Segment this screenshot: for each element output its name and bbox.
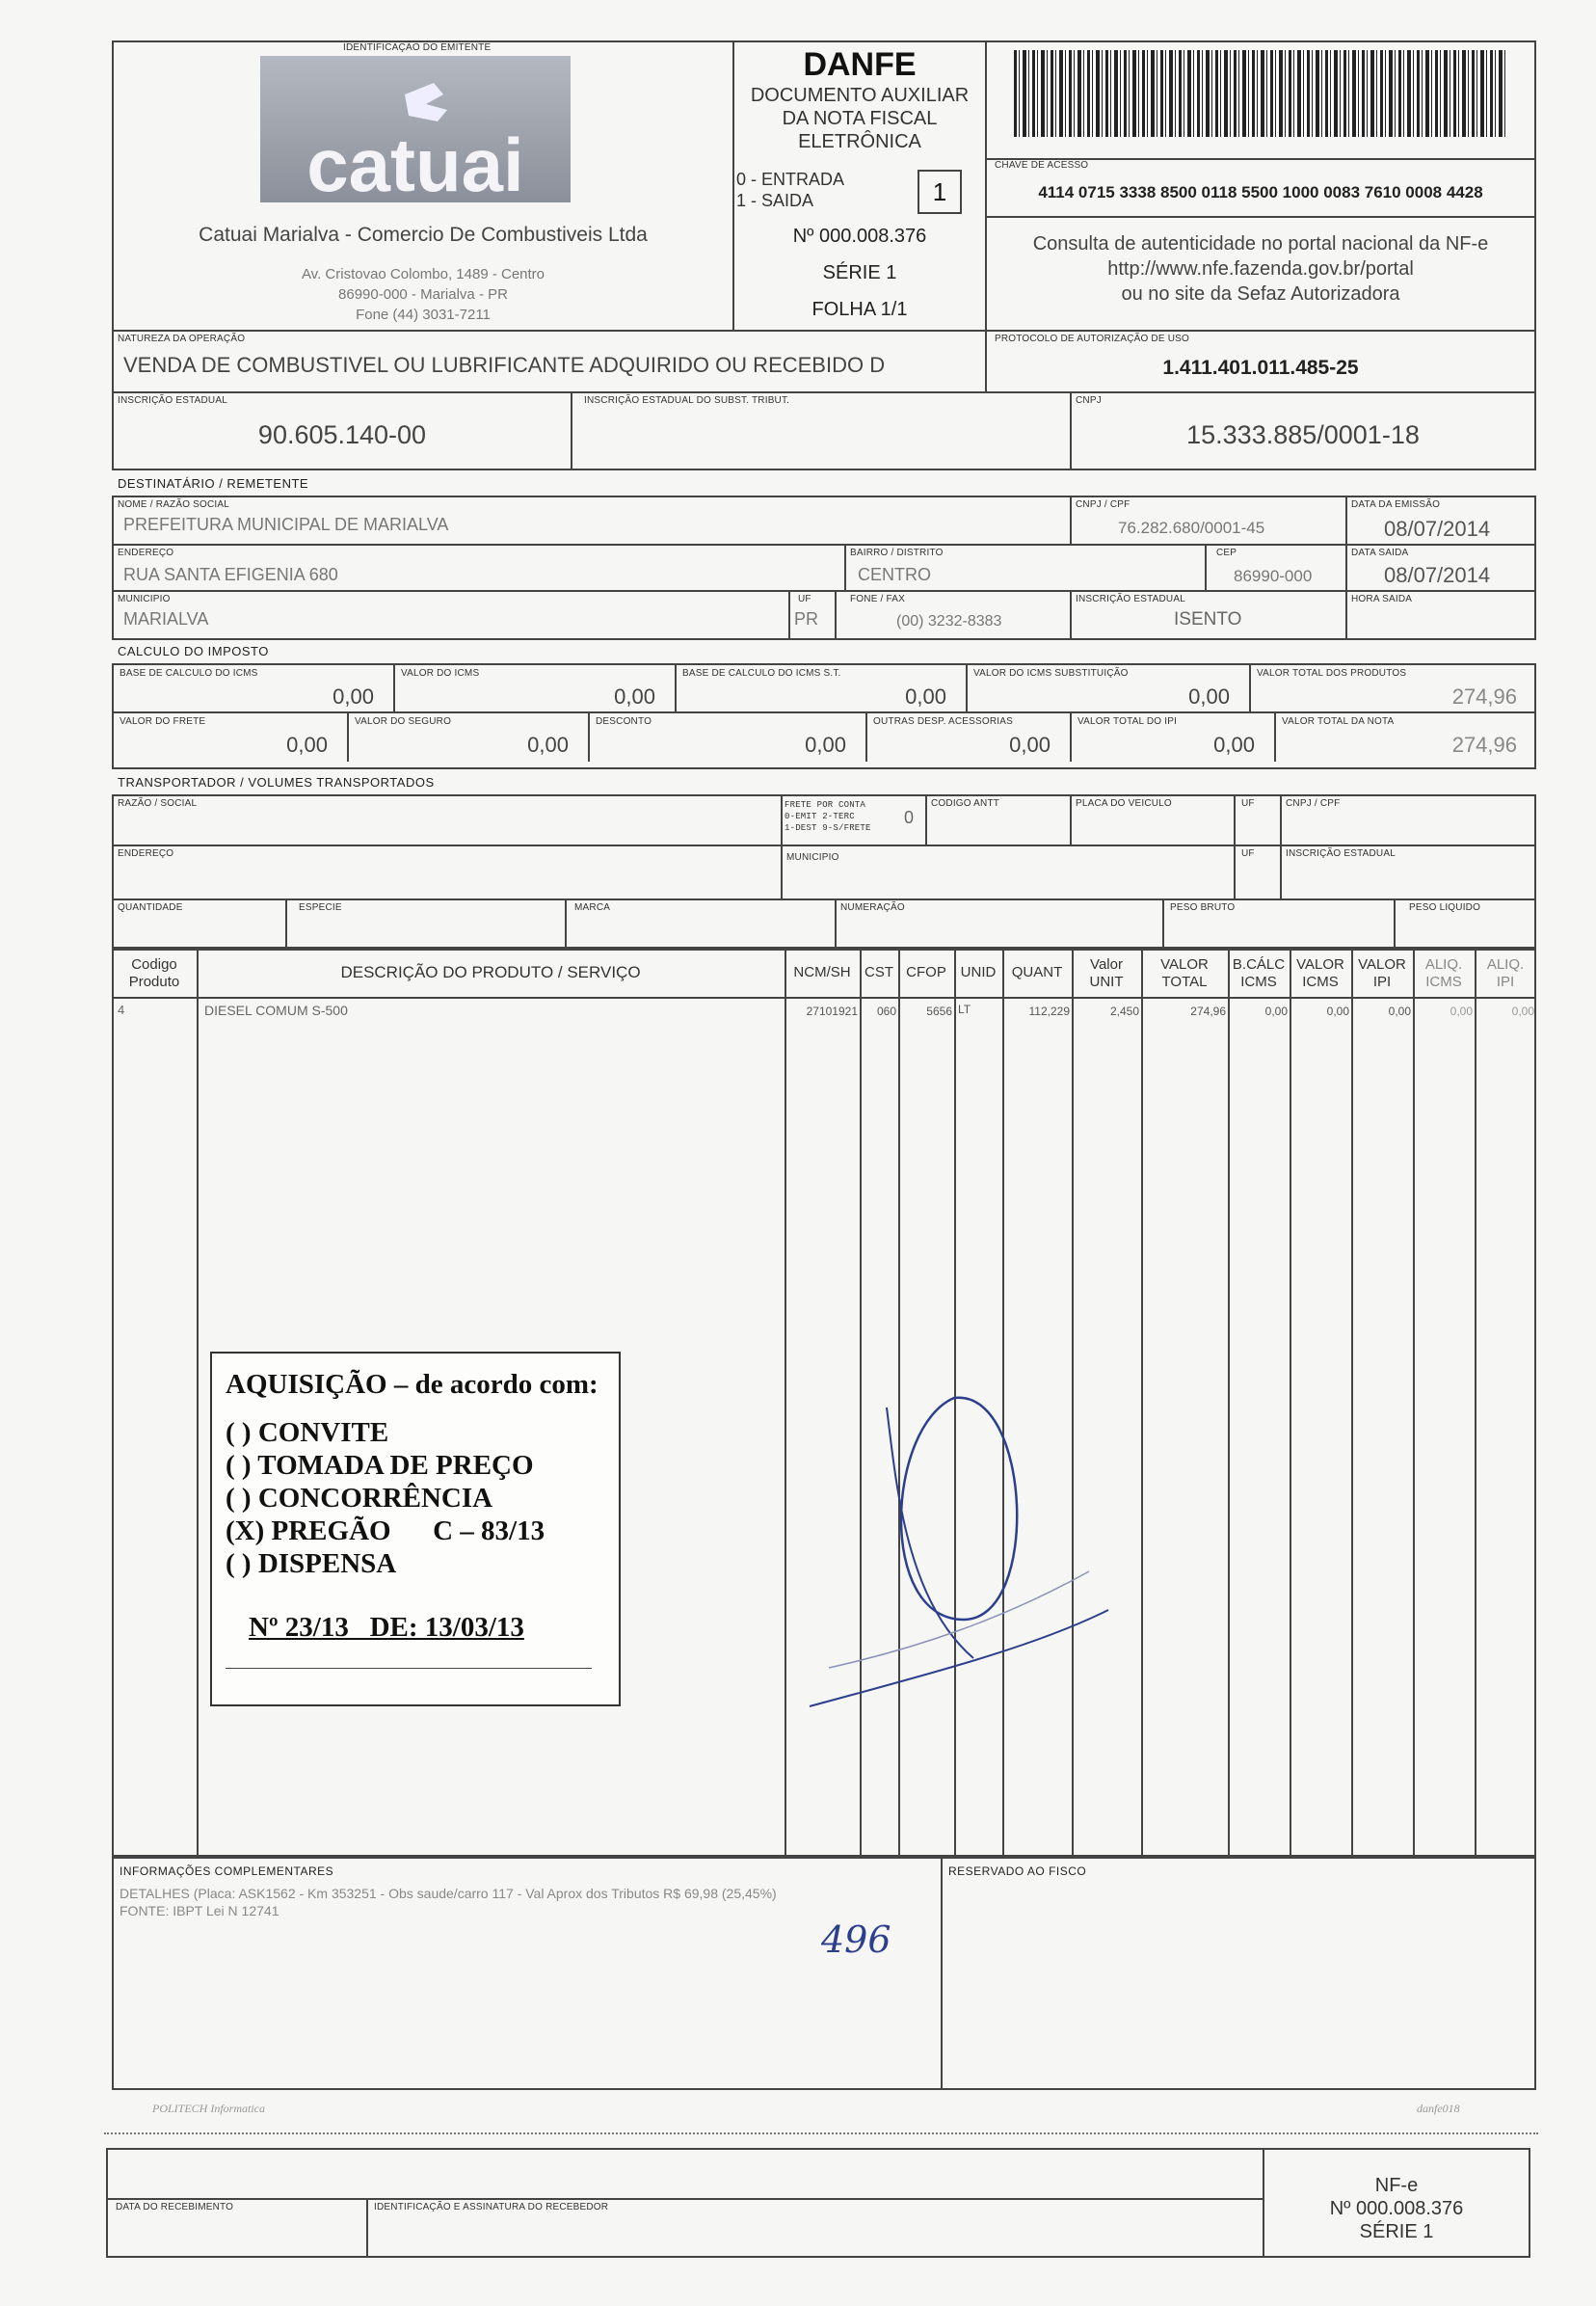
th-aipi-2: IPI: [1496, 974, 1515, 990]
th-aicms-2: ICMS: [1425, 974, 1462, 990]
dest-v4: [1205, 544, 1207, 590]
transp-v2: [925, 794, 927, 845]
danfe-numero: Nº 000.008.376: [792, 226, 927, 247]
th-bc-2: ICMS: [1240, 974, 1277, 990]
transp-marca-label: MARCA: [574, 902, 611, 913]
imposto-row2-cell-value: 0,00: [805, 733, 846, 757]
imposto-row2-cell-label: VALOR DO FRETE: [120, 716, 206, 727]
imposto-row1-cell-label: BASE DE CALCULO DO ICMS: [120, 668, 258, 679]
item-cst: 060: [876, 1005, 896, 1018]
dest-saida: 08/07/2014: [1384, 563, 1491, 587]
stamp-numero: Nº 23/13 DE: 13/03/13: [249, 1612, 524, 1643]
footer-left: POLITECH Informatica: [152, 2102, 265, 2115]
aquisicao-stamp: [210, 1352, 621, 1706]
dest-uf-label: UF: [798, 594, 811, 604]
item-bc: 0,00: [1264, 1005, 1288, 1018]
stamp-title: AQUISIÇÃO – de acordo com:: [226, 1369, 598, 1400]
chave-label: CHAVE DE ACESSO: [995, 160, 1089, 171]
emitente-label: IDENTIFICAÇÃO DO EMITENTE: [343, 42, 492, 53]
dest-fone-label: FONE / FAX: [850, 594, 906, 604]
imposto-row2-cell-value: 0,00: [1213, 733, 1255, 757]
transp-pb-label: PESO BRUTO: [1170, 902, 1236, 913]
imposto-row1-cell-divider: [675, 665, 677, 713]
th-codigo-2: Produto: [128, 974, 180, 990]
imposto-row1-cell-label: BASE DE CALCULO DO ICMS S.T.: [682, 668, 841, 679]
item-vtotal: 274,96: [1190, 1005, 1226, 1018]
transp-placa-label: PLACA DO VEICULO: [1076, 798, 1172, 809]
consulta-line2[interactable]: http://www.nfe.fazenda.gov.br/portal: [1107, 258, 1414, 280]
item-codigo: 4: [118, 1003, 125, 1017]
imposto-row1-cell-divider: [393, 665, 395, 713]
dest-v7: [1070, 590, 1072, 640]
consulta-line3: ou no site da Sefaz Autorizadora: [1121, 283, 1400, 305]
item-aicms: 0,00: [1450, 1005, 1473, 1018]
th-vicms-1: VALOR: [1296, 956, 1344, 973]
dest-mun-label: MUNICIPIO: [118, 594, 171, 604]
transp-frete-label3: 1-DEST 9-S/FRETE: [785, 823, 871, 833]
protocolo-label: PROTOCOLO DE AUTORIZAÇÃO DE USO: [995, 334, 1189, 344]
imposto-row1-cell-divider: [1249, 665, 1251, 713]
imposto-row2-cell-divider: [1274, 713, 1276, 762]
transp-razao-label: RAZÃO / SOCIAL: [118, 798, 198, 809]
imposto-row1-cell-label: VALOR DO ICMS SUBSTITUIÇÃO: [973, 668, 1129, 679]
th-unid: UNID: [960, 964, 997, 980]
canhoto-v1: [366, 2198, 368, 2258]
logo-text: catuai: [306, 122, 524, 202]
signature: [800, 1369, 1166, 1716]
natureza-value: VENDA DE COMBUSTIVEL OU LUBRIFICANTE ADQUIRIDO OU RECEBIDO D: [123, 353, 886, 377]
dest-nome-label: NOME / RAZÃO SOCIAL: [118, 499, 230, 510]
danfe-title: DANFE: [803, 46, 917, 83]
dest-v3: [844, 544, 846, 590]
dest-bairro-label: BAIRRO / DISTRITO: [850, 548, 944, 558]
transp-v5: [1280, 794, 1282, 898]
dest-hora-label: HORA SAIDA: [1351, 594, 1413, 604]
imposto-row2-cell-value: 274,96: [1451, 733, 1517, 757]
imposto-row2-cell-value: 0,00: [286, 733, 328, 757]
transp-v7: [565, 898, 567, 949]
fisco-label: RESERVADO AO FISCO: [948, 1864, 1087, 1878]
ie-label: INSCRIÇÃO ESTADUAL: [118, 395, 227, 406]
th-vunit-2: UNIT: [1089, 974, 1124, 990]
column-divider: [1475, 949, 1476, 1857]
produtos-header-sep: [112, 997, 1536, 999]
transp-v9: [1162, 898, 1164, 949]
dest-cnpj: 76.282.680/0001-45: [1118, 519, 1265, 537]
dest-ie-label: INSCRIÇÃO ESTADUAL: [1076, 594, 1185, 604]
dest-v1: [1070, 496, 1072, 544]
column-divider: [1413, 949, 1415, 1857]
transp-sep2: [112, 898, 1536, 900]
item-vunit: 2,450: [1109, 1005, 1139, 1018]
danfe-sub3: ELETRÔNICA: [798, 131, 921, 152]
column-divider: [197, 949, 199, 1857]
imposto-row2-cell-divider: [588, 713, 590, 762]
item-unid: LT: [958, 1003, 971, 1016]
dest-emissao-label: DATA DA EMISSÃO: [1351, 499, 1441, 510]
danfe-sub2: DA NOTA FISCAL: [782, 108, 938, 129]
th-cst: CST: [864, 964, 893, 980]
th-aicms-1: ALIQ.: [1424, 956, 1463, 973]
th-vicms-2: ICMS: [1302, 974, 1339, 990]
info-line1: DETALHES (Placa: ASK1562 - Km 353251 - Obs saude/carro 117 - Val Aprox dos Tributos R$ 69,98 (25,45%): [120, 1886, 777, 1901]
th-quant: QUANT: [1011, 964, 1063, 980]
danfe-saida: 1 - SAIDA: [736, 191, 814, 210]
column-divider: [785, 949, 786, 1857]
cut-line: [104, 2132, 1538, 2134]
transp-end-label: ENDEREÇO: [118, 848, 174, 859]
imposto-row2-cell-label: VALOR TOTAL DA NOTA: [1282, 716, 1395, 727]
th-vipi-2: IPI: [1372, 974, 1392, 990]
dest-v2: [1345, 496, 1347, 640]
th-vtotal-1: VALOR: [1160, 956, 1209, 973]
imposto-row2-cell-value: 0,00: [527, 733, 569, 757]
transp-ie-label: INSCRIÇÃO ESTADUAL: [1286, 848, 1396, 859]
protocolo-value: 1.411.401.011.485-25: [1162, 357, 1359, 379]
transp-qtd-label: QUANTIDADE: [118, 902, 183, 913]
transp-uf2-label: UF: [1241, 848, 1255, 859]
dest-sep1: [112, 544, 1536, 546]
cnpj-value: 15.333.885/0001-18: [1186, 420, 1420, 449]
footer-right: danfe018: [1417, 2102, 1460, 2115]
danfe-entrada: 0 - ENTRADA: [736, 170, 845, 189]
emitente-endereco: Av. Cristovao Colombo, 1489 - Centro: [301, 266, 545, 282]
destinatario-section: DESTINATÁRIO / REMETENTE: [118, 476, 309, 491]
danfe-folha: FOLHA 1/1: [811, 299, 908, 320]
dest-emissao: 08/07/2014: [1384, 517, 1491, 541]
imposto-row2-cell-divider: [865, 713, 867, 762]
dest-end-label: ENDEREÇO: [118, 548, 174, 558]
canhoto-serie: SÉRIE 1: [1359, 2221, 1434, 2242]
th-codigo-1: Codigo: [131, 956, 177, 973]
transp-numer-label: NUMERAÇÃO: [840, 902, 905, 913]
dest-sep2: [112, 590, 1536, 592]
stamp-tomada: ( ) TOMADA DE PREÇO: [226, 1450, 534, 1481]
imposto-row1-cell-divider: [966, 665, 968, 713]
dest-v5: [788, 590, 790, 640]
imposto-section: CALCULO DO IMPOSTO: [118, 644, 269, 658]
item-cfop: 5656: [926, 1005, 952, 1018]
danfe-tipo: 1: [932, 177, 947, 206]
item-descricao: DIESEL COMUM S-500: [204, 1003, 348, 1018]
transp-v10: [1394, 898, 1396, 949]
dest-fone: (00) 3232-8383: [896, 613, 1002, 630]
logo-figure-icon: [260, 56, 571, 202]
transp-uf-label: UF: [1241, 798, 1255, 809]
info-handwritten: 496: [821, 1918, 891, 1961]
canhoto-data-label: DATA DO RECEBIMENTO: [116, 2202, 234, 2212]
barcode: [1014, 50, 1507, 137]
transp-esp-label: ESPECIE: [299, 902, 342, 913]
stamp-concorrencia: ( ) CONCORRÊNCIA: [226, 1483, 493, 1514]
transp-v6: [285, 898, 287, 949]
chave-sep2: [985, 216, 1536, 218]
dest-endereco: RUA SANTA EFIGENIA 680: [123, 565, 338, 584]
imposto-row1-cell-value: 0,00: [1188, 684, 1230, 709]
item-quant: 112,229: [1028, 1005, 1070, 1018]
th-ncm: NCM/SH: [793, 964, 851, 980]
iest-label: INSCRIÇÃO ESTADUAL DO SUBST. TRIBUT.: [584, 395, 790, 406]
imposto-row1-cell-label: VALOR TOTAL DOS PRODUTOS: [1257, 668, 1407, 679]
transp-v8: [835, 898, 837, 949]
imposto-row1-cell-value: 0,00: [614, 684, 655, 709]
transp-v4: [1234, 794, 1236, 898]
th-cfop: CFOP: [906, 964, 946, 980]
th-descricao: DESCRIÇÃO DO PRODUTO / SERVIÇO: [340, 963, 641, 981]
danfe-serie: SÉRIE 1: [822, 262, 897, 283]
catuai-logo: [260, 56, 571, 202]
imposto-row1-cell-label: VALOR DO ICMS: [401, 668, 480, 679]
emitente-razao: Catuai Marialva - Comercio De Combustiveis Ltda: [199, 224, 648, 246]
item-ncm: 27101921: [806, 1005, 858, 1018]
consulta-line1: Consulta de autenticidade no portal nacional da NF-e: [1032, 233, 1489, 255]
column-divider: [1290, 949, 1291, 1857]
transportador-section: TRANSPORTADOR / VOLUMES TRANSPORTADOS: [118, 775, 435, 790]
dest-bairro: CENTRO: [858, 565, 931, 584]
dest-municipio: MARIALVA: [123, 609, 209, 629]
item-vicms: 0,00: [1326, 1005, 1349, 1018]
dest-v6: [835, 590, 837, 640]
canhoto-ident-label: IDENTIFICAÇÃO E ASSINATURA DO RECEBEDOR: [374, 2202, 609, 2212]
imposto-sep: [112, 711, 1536, 713]
imposto-row1-cell-value: 0,00: [332, 684, 374, 709]
emitente-fone: Fone (44) 3031-7211: [356, 307, 491, 323]
th-vipi-1: VALOR: [1358, 956, 1406, 973]
transp-sep1: [112, 845, 1536, 846]
th-aipi-1: ALIQ.: [1486, 956, 1525, 973]
dest-ie: ISENTO: [1174, 609, 1242, 630]
transp-pl-label: PESO LIQUIDO: [1409, 902, 1481, 913]
imposto-row1-cell-value: 0,00: [905, 684, 946, 709]
dest-saida-label: DATA SAIDA: [1351, 548, 1409, 558]
ie-value: 90.605.140-00: [257, 420, 427, 449]
emitente-cidade: 86990-000 - Marialva - PR: [338, 286, 508, 303]
transp-v3: [1070, 794, 1072, 845]
transp-frete-label2: 0-EMIT 2-TERC: [785, 812, 855, 821]
item-vipi: 0,00: [1388, 1005, 1411, 1018]
imposto-row2-cell-value: 0,00: [1009, 733, 1051, 757]
imposto-row2-cell-label: DESCONTO: [596, 716, 652, 727]
cnpj-label: CNPJ: [1076, 395, 1102, 406]
transp-mun-label: MUNICIPIO: [786, 852, 839, 863]
th-bc-1: B.CÁLC: [1232, 956, 1286, 973]
stamp-pregao: (X) PREGÃO C – 83/13: [226, 1515, 545, 1546]
dest-cep: 86990-000: [1234, 567, 1313, 585]
transp-frete-value: 0: [904, 808, 915, 827]
natureza-label: NATUREZA DA OPERAÇÃO: [118, 334, 246, 344]
transp-v1: [781, 794, 783, 898]
transp-cnpj-label: CNPJ / CPF: [1286, 798, 1341, 809]
transp-frete-label1: FRETE POR CONTA: [785, 800, 866, 810]
th-vtotal-2: TOTAL: [1161, 974, 1208, 990]
column-divider: [1228, 949, 1230, 1857]
stamp-line: [226, 1668, 592, 1669]
canhoto-sep: [106, 2198, 1264, 2200]
imposto-row2-cell-label: VALOR TOTAL DO IPI: [1077, 716, 1178, 727]
canhoto-nfe: NF-e: [1374, 2175, 1419, 2196]
imposto-row2-cell-divider: [1070, 713, 1072, 762]
fisco-box: [941, 1857, 1536, 2090]
chave-value: 4114 0715 3338 8500 0118 5500 1000 0083 7610 0008 4428: [1038, 183, 1483, 201]
th-vunit-1: Valor: [1090, 956, 1123, 973]
canhoto-box: [106, 2148, 1264, 2258]
dest-cnpj-label: CNPJ / CPF: [1076, 499, 1130, 510]
dest-nome: PREFEITURA MUNICIPAL DE MARIALVA: [123, 515, 449, 534]
canhoto-numero: Nº 000.008.376: [1329, 2198, 1464, 2219]
info-line2: FONTE: IBPT Lei N 12741: [120, 1903, 279, 1918]
item-aipi: 0,00: [1511, 1005, 1534, 1018]
column-divider: [1351, 949, 1353, 1857]
dest-cep-label: CEP: [1216, 548, 1237, 558]
dest-uf: PR: [794, 609, 819, 629]
imposto-row1-cell-value: 274,96: [1451, 684, 1517, 709]
danfe-sub1: DOCUMENTO AUXILIAR: [750, 85, 970, 106]
transp-antt-label: CODIGO ANTT: [931, 798, 1000, 809]
imposto-row2-cell-label: OUTRAS DESP. ACESSORIAS: [873, 716, 1014, 727]
imposto-row2-cell-label: VALOR DO SEGURO: [355, 716, 452, 727]
stamp-dispensa: ( ) DISPENSA: [226, 1548, 397, 1579]
info-label: INFORMAÇÕES COMPLEMENTARES: [120, 1864, 334, 1878]
imposto-row2-cell-divider: [347, 713, 349, 762]
stamp-convite: ( ) CONVITE: [226, 1417, 389, 1448]
